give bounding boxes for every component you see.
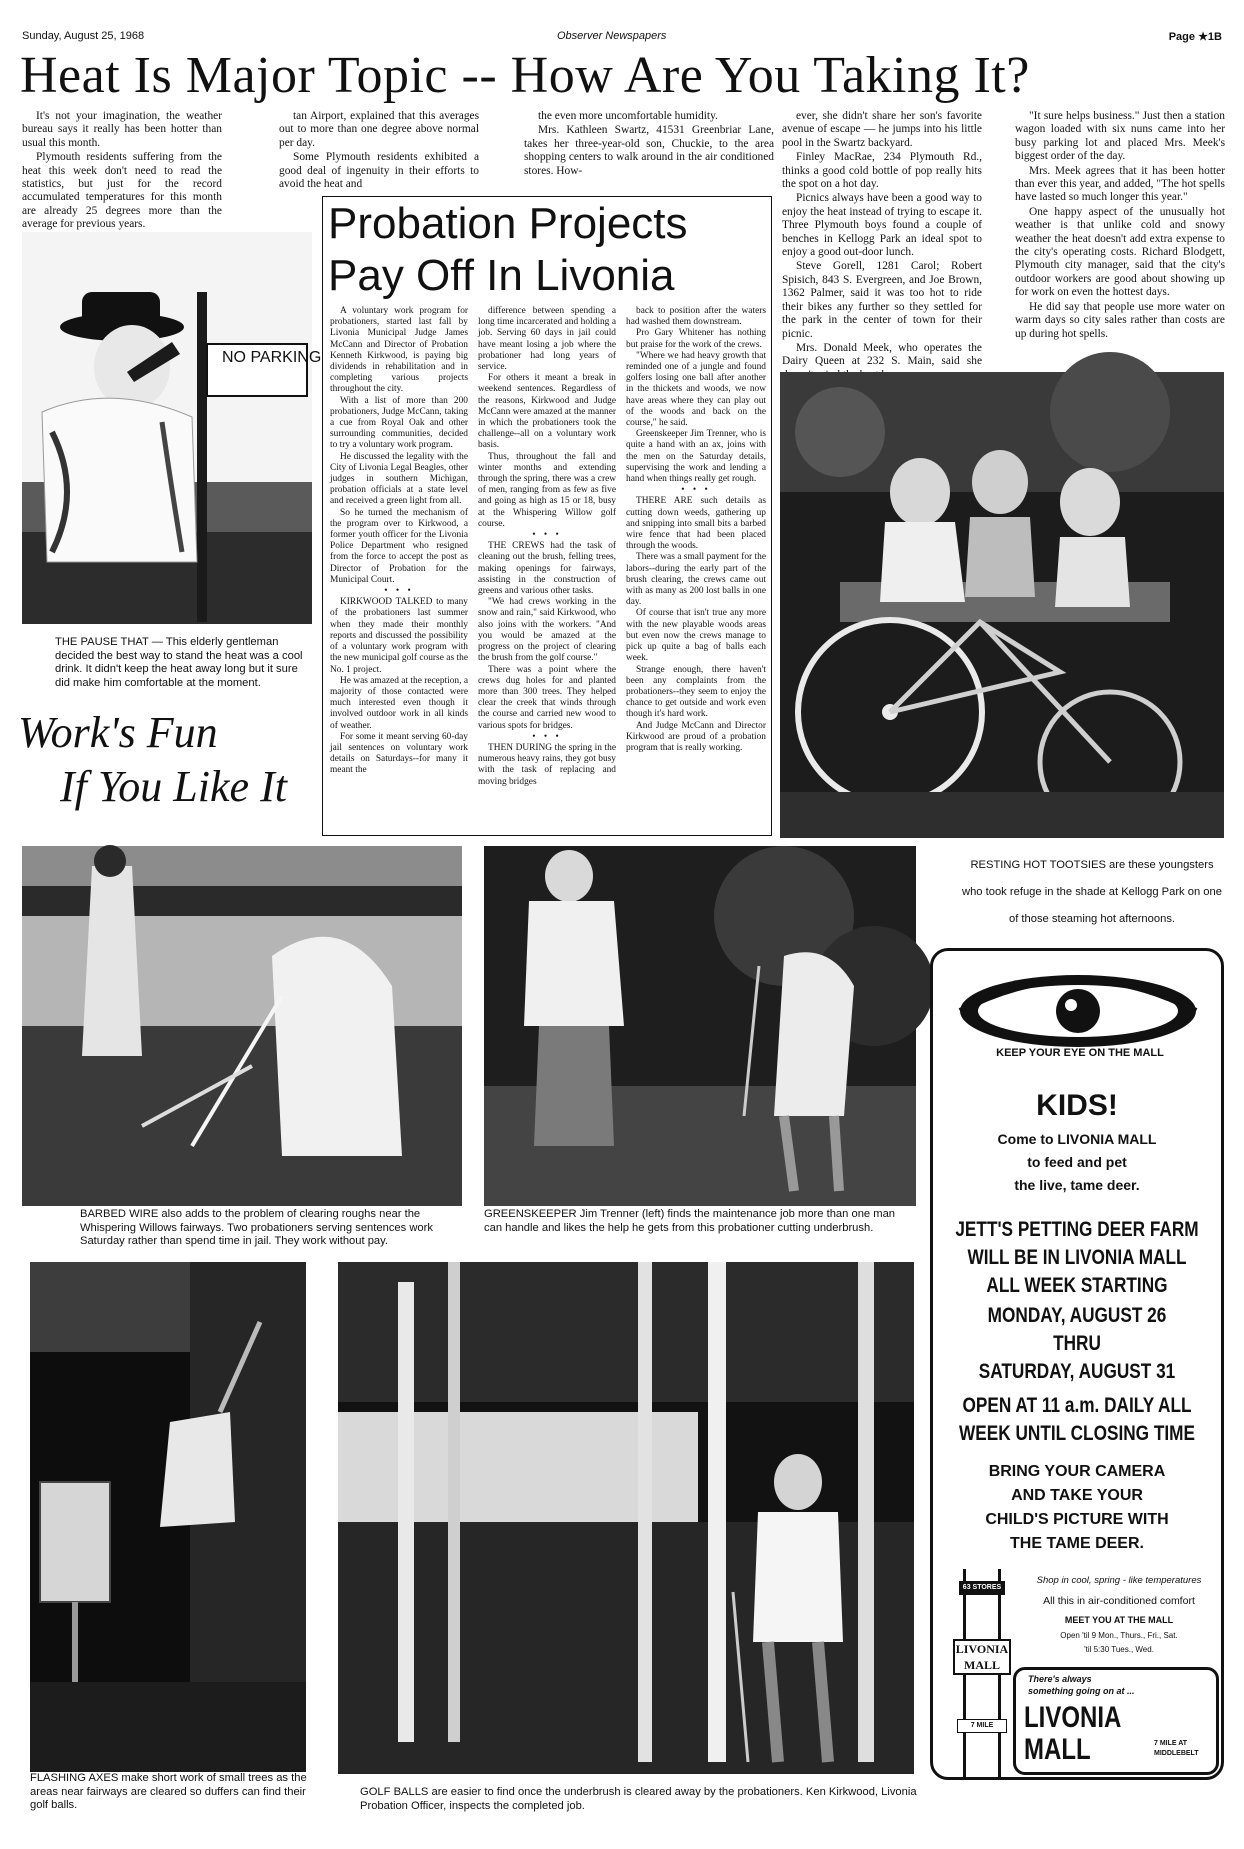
probation-col-2 (478, 306, 616, 832)
paragraph: Finley MacRae, 234 Plymouth Rd., thinks a good cold bottle of pop really hits the spot on a hot day. (782, 151, 982, 191)
no-parking-sign-text: NO PARKING (222, 349, 322, 366)
caption-flashing-axes: FLASHING AXES make short work of small trees as the areas near fairways are cleared so duffers can find their golf balls. (30, 1772, 307, 1812)
masthead-paper: Observer Newspapers (557, 30, 667, 42)
ad-big-4: MONDAY, AUGUST 26 (987, 1304, 1167, 1327)
paragraph: the even more uncomfortable humidity. (538, 110, 718, 122)
ad-shop: Shop in cool, spring - like temperatures (1036, 1575, 1202, 1586)
paragraph: Thus, throughout the fall and winter months and extending through the spring, there was a crew of men, ranging from as few as five and going as high as 15 or 18, busy at the Whispering Willow golf course. (478, 451, 616, 529)
paragraph: KIRKWOOD TALKED to many of the probationers last summer when they made their monthly reports and discussed the possibility of a voluntary work program with the new municipal golf course as the No. 1 project. (330, 597, 468, 675)
paragraph: It's not your imagination, the weather bureau says it really has been hotter than usual this month. (22, 110, 222, 149)
caption-pause: THE PAUSE THAT — This elderly gentleman decided the best way to stand the heat was a cool drink. It didn't keep the heat away long but it sure did make him comfortable at the moment. (55, 636, 303, 689)
caption-golf-balls: GOLF BALLS are easier to find once the underbrush is cleared away by the probationers. Ken Kirkwood, Livonia Probation Officer, inspects the completed job. (360, 1786, 917, 1812)
paragraph: For some it meant serving 60-day jail sentences on voluntary work details on Saturdays--for many it meant the (330, 731, 468, 776)
ad-banner: KEEP YOUR EYE ON THE MALL (996, 1047, 1164, 1059)
caption-barbed-wire: BARBED WIRE also adds to the problem of clearing roughs near the Whispering Willows fairways. Two probationers serving sentences work Saturday rather than spend time in jail. They work without pay. (80, 1208, 433, 1248)
probation-title-line-2: Pay Off In Livonia (328, 251, 675, 300)
separator-dots: • • • (384, 586, 414, 597)
paragraph: THE CREWS had the task of cleaning out the brush, felling trees, making openings for fairways, assisting in the construction of greens and various other tasks. (478, 541, 616, 597)
ad-camera-2: AND TAKE YOUR (1011, 1487, 1143, 1504)
ad-meet: MEET YOU AT THE MALL (1064, 1615, 1174, 1625)
paragraph: Mrs. Meek agrees that it has been hotter than ever this year, and added, "The hot spells have lasted so much longer this year." (1015, 164, 1225, 204)
paragraph: With a list of more than 200 probationers, Judge McCann, taking a cue from Royal Oak and other surrounding communities, decided to try a voluntary work program. (330, 395, 468, 451)
masthead-date: Sunday, August 25, 1968 (22, 30, 145, 42)
probation-col-3 (626, 306, 766, 832)
paragraph: Strange enough, there haven't been any complaints from the probationers--they seem to enjoy the chance to get outside and work even though it's hard work. (626, 664, 766, 720)
mall-sign-stores: 63 STORES (959, 1581, 1005, 1595)
separator-dots: • • • (681, 485, 711, 496)
ad-aircond: All this in air-conditioned comfort (1043, 1595, 1195, 1607)
ad-camera-3: CHILD'S PICTURE WITH (985, 1511, 1169, 1528)
paragraph: difference between spending a long time incarcerated and holding a job. Serving 60 days in jail could have meant losing a job where the probationer had long years of service. (478, 306, 616, 373)
paragraph: Mrs. Donald Meek, who operates the Dairy Queen at 232 S. Main, said she (782, 341, 982, 368)
paragraph: So he turned the mechanism of the program over to Kirkwood, a former youth officer for the Livonia Police Department who resigned from the force to accept the post as Director of Probation for the Municipal Court. (330, 507, 468, 585)
paragraph: "It sure helps business." Just then a station wagon loaded with six nuns came into her busy parking lot and placed Mrs. Meek's biggest order of the day. (1015, 110, 1225, 163)
ad-hours-1: Open 'til 9 Mon., Thurs., Fri., Sat. (1060, 1631, 1178, 1640)
paragraph: He was amazed at the reception, a majority of those contacted were much interested even though it involved outdoor work in all kinds of weather. (330, 675, 468, 731)
eye-icon (947, 959, 1209, 1055)
ad-always-2: something going on at ... (1028, 1686, 1135, 1696)
photo-golf-balls-woods (338, 1262, 914, 1774)
paragraph: There was a point where the crews dug holes for and planted more than 300 trees. They helped clear the creek that winds through the course and carried new wood to various spots for bridges. (478, 664, 616, 731)
ad-big-7: OPEN AT 11 a.m. DAILY ALL (962, 1394, 1192, 1417)
ad-address-2: MIDDLEBELT (1154, 1750, 1199, 1757)
separator-dots: • • • (532, 530, 562, 541)
paragraph: THEN DURING the spring in the numerous heavy rains, they got busy with the task of replacing and moving bridges (478, 742, 616, 787)
heat-story-col-1 (22, 110, 222, 231)
heat-story-col-4 (782, 110, 982, 368)
ad-camera-4: THE TAME DEER. (1010, 1535, 1144, 1552)
heat-story-col-3 (524, 110, 774, 194)
probation-col-1 (330, 306, 468, 832)
ad-camera-1: BRING YOUR CAMERA (988, 1463, 1166, 1480)
paragraph: Greenskeeper Jim Trenner, who is quite a hand with an ax, joins with the men on the Saturday details, supervising the work and lending a hand when things really get rough. (626, 429, 766, 485)
photo-kids-picnic-bikes (780, 372, 1224, 838)
mall-logo-livonia: LIVONIA (1024, 1701, 1122, 1734)
paragraph: Of course that isn't true any more with the new playable woods areas but even now the crews manage to pick up quite a bag of balls each week. (626, 608, 766, 664)
ad-big-3: ALL WEEK STARTING (986, 1274, 1168, 1297)
separator-dots: • • • (532, 731, 562, 742)
mall-logo-mall: MALL (1024, 1733, 1091, 1766)
ad-address-1: 7 MILE AT (1154, 1740, 1188, 1747)
paragraph: Picnics always have been a good way to enjoy the heat instead of trying to escape it. Three Plymouth boys found a couple of benches in Kellogg Park an ideal spot to enjoy a good out-door lunch. (782, 192, 982, 259)
caption-greenskeeper: GREENSKEEPER Jim Trenner (left) finds the maintenance job more than one man can handle and likes the help he gets from this probationer cutting underbrush. (484, 1208, 896, 1234)
paragraph: back to position after the waters had washed them downstream. (626, 306, 766, 328)
masthead (22, 30, 1222, 48)
ad-big-1: JETT'S PETTING DEER FARM (955, 1218, 1199, 1241)
photo-elderly-man-drinking (22, 232, 322, 624)
paragraph: ever, she didn't share her son's favorite avenue of escape — he jumps into his little pool in the Swartz backyard. (782, 110, 982, 149)
paragraph: "Where we had heavy growth that reminded one of a jungle and found golfers losing one ball after another in the thickets and woods, we now have areas where they can play out of the woods and back on the course," he said. (626, 350, 766, 429)
heat-story-col-5 (1015, 110, 1225, 368)
mall-sign-tower (953, 1569, 1011, 1777)
paragraph: THERE ARE such details as cutting down weeds, gathering up and snipping into small bits a barbed wire fence that had been placed through the woods. (626, 496, 766, 552)
paragraph: Mrs. Kathleen Swartz, 41531 Greenbriar Lane, takes her three-year-old son, Chuckie, to the area shopping centers to walk around in the air conditioned stores. How- (524, 124, 774, 177)
paragraph: A voluntary work program for probationers, started last fall by Livonia Municipal Judge James McCann and Director of Probation Kenneth Kirkwood, is paying big dividends in rehabilitation and in completing various projects throughout the city. (330, 306, 468, 395)
paragraph: Pro Gary Whitener has nothing but praise for the work of the crews. (626, 328, 766, 350)
ad-always-1: There's always (1028, 1674, 1092, 1684)
ad-line-1: Come to LIVONIA MALL (997, 1131, 1157, 1147)
paragraph: And Judge McCann and Director Kirkwood are proud of a probation program that is really working. (626, 720, 766, 753)
mall-logo-box (1013, 1667, 1219, 1775)
paragraph: Steve Gorell, 1281 Carol; Robert Spisich, 843 S. Evergreen, and Joe Brown, 1362 Palmer, said it was too hot to ride their bikes any further so they settled for the park in the center of town for their picnic. (782, 260, 982, 340)
heat-story-col-2 (279, 110, 479, 194)
ad-hours-2: 'til 5:30 Tues., Wed. (1084, 1645, 1154, 1654)
ad-line-2: to feed and pet (1027, 1154, 1127, 1170)
mall-sign-name: LIVONIA MALL (953, 1639, 1011, 1675)
paragraph: There was a small payment for the labors--during the early part of the brush clearing, the crews came out with as many as 200 lost balls in one day. (626, 552, 766, 608)
works-fun-line-1: Work's Fun (18, 708, 218, 757)
paragraph: He discussed the legality with the City of Livonia Legal Beagles, other judges in southern Michigan, probation officials at a state level and received a green light from all. (330, 451, 468, 507)
ad-big-5: THRU (1053, 1332, 1101, 1355)
masthead-page: Page ★1B (1168, 31, 1222, 43)
photo-flashing-axes (30, 1262, 306, 1772)
paragraph: He did say that people use more water on warm days so city sales rather than costs are up during hot spells. (1015, 300, 1225, 340)
works-fun-line-2: If You Like It (60, 762, 287, 811)
paragraph: "We had crews working in the snow and rain," said Kirkwood, who also joins with the workers. "And you would be amazed at the progress on the project of clearing the brush from the golf course." (478, 597, 616, 664)
mall-sign-mile: 7 MILE (957, 1719, 1007, 1733)
photo-barbed-wire (22, 846, 462, 1206)
photo-greenskeeper (484, 846, 916, 1206)
paragraph: Plymouth residents suffering from the heat this week don't need to read the statistics, but just for the record accumulated temperatures for this month are already 25 degrees more than the average for previous years. (22, 151, 222, 231)
paragraph: One happy aspect of the unusually hot weather is that unlike cold and snowy weather the heat doesn't add extra expense to the city's operating costs. Richard Blodgett, Plymouth city manager, said that the city's outdoor workers are good about showing up for work on even the hottest days. (1015, 205, 1225, 299)
paragraph: Some Plymouth residents exhibited a good deal of ingenuity in their efforts to avoid the heat and (279, 151, 479, 191)
ad-big-8: WEEK UNTIL CLOSING TIME (959, 1422, 1195, 1445)
ad-line-3: the live, tame deer. (1014, 1177, 1140, 1193)
caption-tootsies: RESTING HOT TOOTSIES are these youngsters who took refuge in the shade at Kellogg Park on one of those steaming hot afternoons. (962, 859, 1222, 925)
probation-title-line-1: Probation Projects (328, 199, 688, 248)
ad-big-6: SATURDAY, AUGUST 31 (978, 1360, 1176, 1383)
paragraph: For others it meant a break in weekend sentences. Regardless of the reasons, Kirkwood and Judge McCann were amazed at the manner in which the probationers took the challenge--all on a voluntary work basis. (478, 373, 616, 451)
ad-big-2: WILL BE IN LIVONIA MALL (967, 1246, 1187, 1269)
paragraph: tan Airport, explained that this averages out to more than one degree above normal per day. (279, 110, 479, 149)
page-headline: Heat Is Major Topic -- How Are You Taking It? (20, 47, 1030, 104)
livonia-mall-ad (930, 948, 1224, 1780)
ad-kids: KIDS! (1036, 1089, 1118, 1122)
